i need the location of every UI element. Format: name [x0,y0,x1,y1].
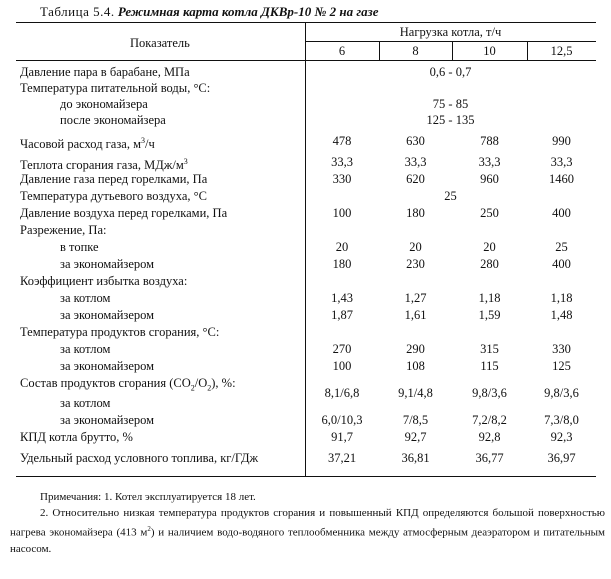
value-cell: 33,3 [404,155,427,169]
value-cell: 1,18 [478,291,501,305]
merged-value: 25 [444,189,457,203]
value-cell: 33,3 [550,155,573,169]
value-cell: 92,7 [404,430,427,444]
value-cell: 960 [480,172,499,186]
row-label [20,133,155,152]
note-1: Примечания: 1. Котел эксплуатируется 18 лет. [40,491,256,503]
value-cell: 1,87 [331,308,353,322]
row-label: Температура дутьевого воздуха, °С [20,189,207,203]
note-2-text: ) и наличием водо-водяного теплообменника между атмосферным деаэратором и питательным насосом. [10,526,605,555]
value-cell: 315 [480,342,499,356]
value-cell: 91,7 [331,430,353,444]
merged-value: 75 - 85 [432,97,469,111]
header-bottom-rule [16,60,596,61]
header-load: Нагрузка котла, т/ч [399,25,502,39]
value-cell: 100 [332,206,352,220]
subscript: 2 [207,383,212,393]
value-cell: 33,3 [331,155,353,169]
row-label: Давление пара в барабане, МПа [20,65,190,79]
value-cell: 400 [552,206,571,220]
row-label: Давление газа перед горелками, Па [20,172,208,186]
value-cell: 270 [332,342,352,356]
value-cell: 9,8/3,6 [472,386,507,400]
value-cell: 25 [555,240,568,254]
table-top-rule [16,22,596,23]
value-cell: 7/8,5 [402,413,429,427]
value-cell: 1,43 [331,291,353,305]
subscript: 2 [190,383,195,393]
value-cell: 8,1/6,8 [324,386,360,400]
table-number: Таблица 5.4. [40,4,115,19]
row-label: Коэффициент избытка воздуха: [20,274,188,288]
superscript: 3 [183,157,188,166]
value-cell: 330 [552,342,571,356]
row-sublabel: после экономайзера [60,113,166,127]
row-sublabel: в топке [60,240,99,254]
row-label: Удельный расход условного топлива, кг/ГДж [20,451,259,465]
row-sublabel: за экономайзером [60,257,155,271]
value-cell: 280 [480,257,499,271]
value-cell: 92,8 [478,430,501,444]
value-cell: 1,18 [550,291,573,305]
value-cell: 330 [332,172,352,186]
merged-value: 125 - 135 [426,113,475,127]
value-cell: 9,8/3,6 [544,386,579,400]
superscript: 2 [147,525,151,533]
value-cell: 20 [409,240,422,254]
note-2-text: 2. Относительно низкая температура продуктов сгорания и повышенный КПД определяются большой поверхностью нагрева экономайзера (413 м [10,507,605,539]
value-cell: 92,3 [550,430,573,444]
row-sublabel: за экономайзером [60,359,155,373]
value-cell: 6,0/10,3 [321,413,363,427]
value-cell: 36,77 [475,451,504,465]
value-cell: 180 [332,257,352,271]
row-label [20,375,236,397]
table-title: Режимная карта котла ДКВр-10 № 2 на газе [117,4,379,19]
value-cell: 478 [332,134,352,148]
value-cell: 1,59 [478,308,501,322]
load-subheader-rule [305,41,596,42]
label-text: Состав продуктов сгорания (СО [20,376,191,390]
header-load-6: 6 [338,44,346,58]
row-label: КПД котла брутто, % [20,430,133,444]
value-cell: 36,81 [401,451,430,465]
value-cell: 115 [480,359,499,373]
header-load-12-5: 12,5 [550,44,573,58]
row-sublabel: за котлом [60,291,111,305]
label-text: ), %: [211,376,236,390]
label-text: Теплота сгорания газа, МДж/м [20,158,184,173]
label-text: /ч [145,137,155,152]
label-text: Часовой расход газа, м [20,137,142,152]
value-cell: 630 [406,134,425,148]
row-label: Разрежение, Па: [20,223,107,237]
row-sublabel: за котлом [60,342,111,356]
header-load-10: 10 [483,44,496,58]
table-bottom-rule [16,476,596,477]
value-cell: 37,21 [327,451,357,465]
value-cell: 1460 [549,172,574,186]
table-caption [40,4,379,20]
row-label: Температура питательной воды, °С: [20,81,211,95]
value-cell: 400 [552,257,571,271]
merged-value: 0,6 - 0,7 [429,65,472,79]
row-sublabel: до экономайзера [60,97,148,111]
note-2 [10,505,605,557]
value-cell: 33,3 [478,155,501,169]
value-cell: 1,61 [404,308,427,322]
value-cell: 108 [406,359,425,373]
value-cell: 180 [406,206,425,220]
row-sublabel: за котлом [60,396,111,410]
value-cell: 990 [552,134,571,148]
value-cell: 230 [406,257,425,271]
value-cell: 250 [480,206,499,220]
value-cell: 290 [406,342,425,356]
value-cell: 36,97 [547,451,576,465]
value-cell: 100 [332,359,352,373]
superscript: 3 [141,136,146,145]
label-text: /О [194,376,208,390]
header-load-8: 8 [412,44,419,58]
value-cell: 20 [335,240,349,254]
value-cell: 125 [552,359,571,373]
row-sublabel: за экономайзером [60,308,155,322]
value-cell: 9,1/4,8 [398,386,433,400]
value-cell: 20 [483,240,496,254]
value-cell: 1,27 [404,291,427,305]
table-notes [10,489,605,557]
value-cell: 788 [480,134,499,148]
value-cell: 620 [406,172,425,186]
row-label: Давление воздуха перед горелками, Па [20,206,228,220]
value-cell: 1,48 [550,308,573,322]
row-label: Температура продуктов сгорания, °С: [20,325,220,339]
value-cell: 7,2/8,2 [472,413,507,427]
value-cell: 7,3/8,0 [544,413,579,427]
header-indicator: Показатель [130,36,190,50]
row-sublabel: за экономайзером [60,413,155,427]
